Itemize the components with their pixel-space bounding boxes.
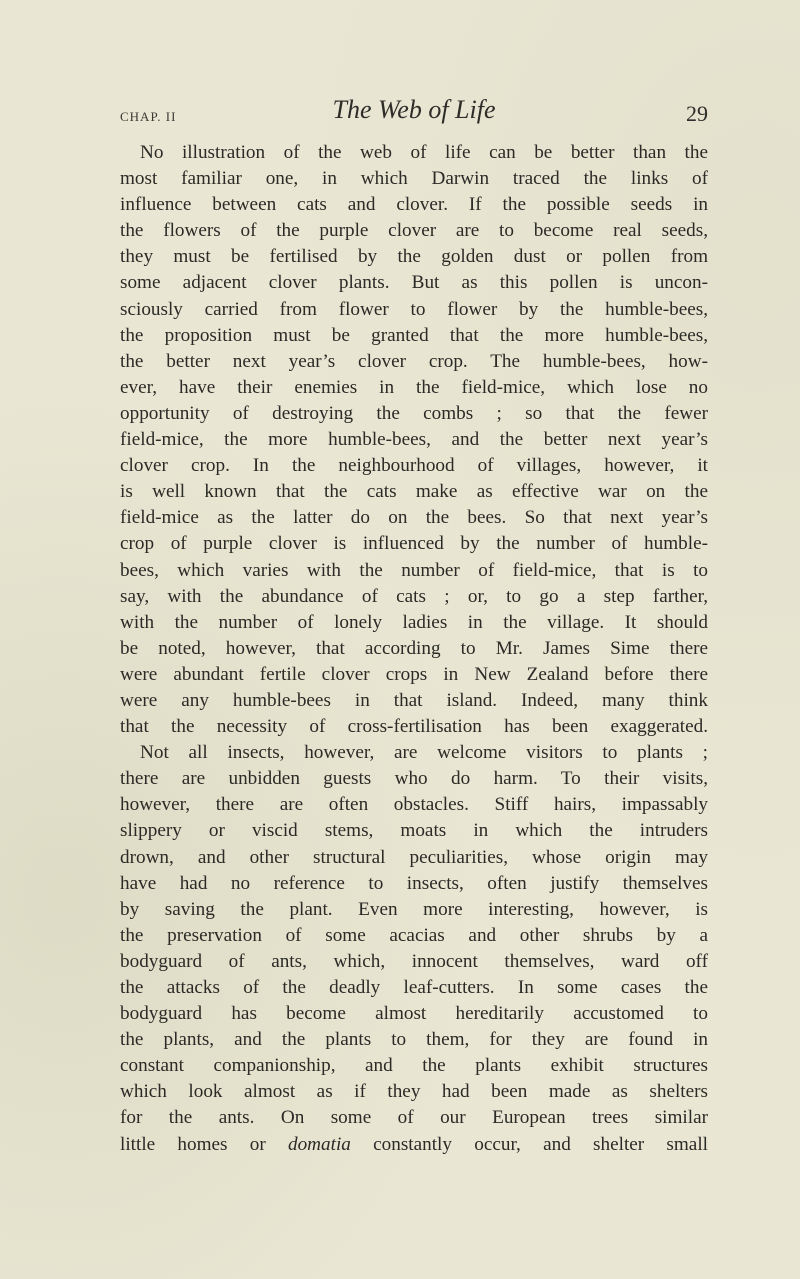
text-line: were any humble-bees in that island. Indeed, many think (120, 689, 708, 711)
running-header (120, 95, 708, 135)
text-line: ever, have their enemies in the field-mice, which lose no (120, 376, 708, 398)
text-line: the better next year’s clover crop. The humble-bees, how- (120, 350, 708, 372)
text-line: crop of purple clover is influenced by the number of humble- (120, 533, 708, 555)
text-line: field-mice as the latter do on the bees. So that next year’s (120, 507, 708, 529)
text-line: be noted, however, that according to Mr. James Sime there (120, 637, 708, 659)
text-line: No illustration of the web of life can be better than the (140, 142, 708, 163)
text-line: the flowers of the purple clover are to become real seeds, (120, 220, 708, 242)
text-line: were abundant fertile clover crops in New Zealand before there (120, 663, 708, 685)
text-line: bees, which varies with the number of field-mice, that is to (120, 559, 708, 581)
text-line: have had no reference to insects, often justify themselves (120, 872, 708, 894)
text-line: that the necessity of cross-fertilisation has been exaggerated. (120, 716, 708, 738)
text-line: bodyguard has become almost hereditarily accustomed to (120, 1003, 708, 1025)
text-line: the plants, and the plants to them, for they are found in (120, 1029, 708, 1051)
text-line: by saving the plant. Even more interesting, however, is (120, 898, 708, 920)
italic-term: domatia (287, 1133, 351, 1155)
text-fragment: constantly occur, and shelter small (350, 1133, 708, 1155)
text-line: is well known that the cats make as effective war on the (120, 481, 708, 503)
text-line: drown, and other structural peculiarities, whose origin may (120, 846, 708, 868)
text-line: bodyguard of ants, which, innocent themselves, ward off (120, 950, 708, 972)
text-line: sciously carried from flower to flower by the humble-bees, (120, 298, 708, 320)
text-line: for the ants. On some of our European trees similar (120, 1107, 708, 1129)
text-line: some adjacent clover plants. But as this pollen is uncon- (120, 272, 708, 294)
text-line: most familiar one, in which Darwin traced the links of (120, 168, 708, 190)
text-line: slippery or viscid stems, moats in which the intruders (120, 820, 708, 842)
text-line: clover crop. In the neighbourhood of villages, however, it (120, 455, 708, 477)
text-line: which look almost as if they had been made as shelters (120, 1081, 708, 1103)
running-title: The Web of Life (332, 95, 496, 124)
text-line: there are unbidden guests who do harm. To their visits, (120, 768, 708, 790)
text-line: Not all insects, however, are welcome visitors to plants ; (140, 742, 708, 764)
text-line: influence between cats and clover. If the possible seeds in (120, 194, 708, 216)
text-line: they must be fertilised by the golden dust or pollen from (120, 246, 708, 268)
text-line: the attacks of the deadly leaf-cutters. In some cases the (120, 977, 708, 998)
text-line: the proposition must be granted that the more humble-bees, (120, 324, 708, 346)
text-line: field-mice, the more humble-bees, and the better next year’s (120, 429, 708, 451)
text-line: opportunity of destroying the combs ; so that the fewer (120, 402, 708, 424)
text-line: the preservation of some acacias and other shrubs by a (120, 924, 708, 946)
text-line: however, there are often obstacles. Stiff hairs, impassably (120, 794, 708, 816)
text-line: constant companionship, and the plants exhibit structures (120, 1055, 708, 1077)
text-fragment: little homes or (120, 1133, 288, 1155)
body-text (120, 140, 708, 1158)
text-line: with the number of lonely ladies in the village. It should (120, 611, 708, 633)
chapter-label: CHAP. II (120, 109, 177, 124)
page-number: 29 (686, 101, 708, 126)
text-line: say, with the abundance of cats ; or, to go a step farther, (120, 585, 708, 607)
text-line-last (120, 1132, 708, 1158)
